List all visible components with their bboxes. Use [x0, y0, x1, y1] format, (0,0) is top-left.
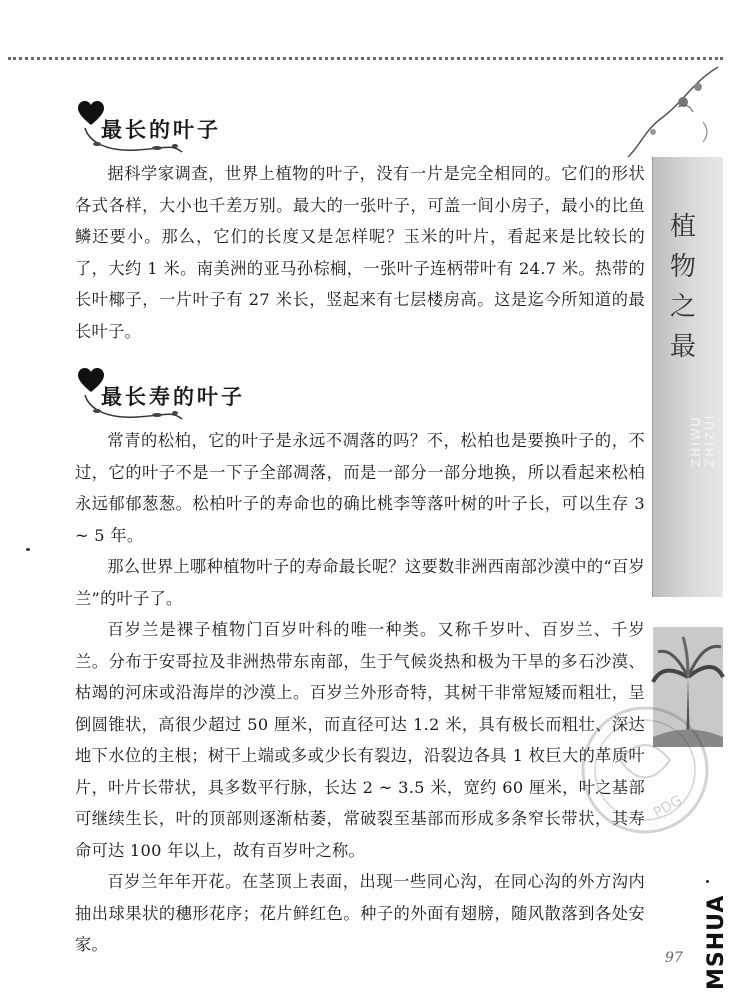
- paragraph: 常青的松柏，它的叶子是永远不凋落的吗？不，松柏也是要换叶子的，不过，它的叶子不是一下子全部凋落，而是一部分一部分地换，所以看起来松柏永远郁郁葱葱。松柏叶子的寿命也的确比桃李等落叶树的叶子长，可以生存 3 ~ 5 年。: [75, 431, 645, 545]
- chapter-side-tab: [652, 157, 723, 597]
- library-seal-watermark: [575, 700, 715, 840]
- section-title: 最长寿的叶子: [101, 385, 245, 409]
- paragraph: 百岁兰年年开花。在茎顶上表面，出现一些同心沟，在同心沟的外方沟内抽出球果状的穗形花序；花片鲜红色。种子的外面有翅膀，随风散落到各处安家。: [75, 872, 645, 954]
- chapter-title-char: 最: [669, 332, 696, 362]
- section-longest-lived-leaf: [75, 367, 645, 961]
- section-heading: [75, 100, 645, 148]
- scan-speck: [706, 880, 709, 883]
- seal-text: PDG: [651, 792, 686, 822]
- page-number: 97: [665, 950, 683, 966]
- header-dotted-rule: [8, 57, 723, 60]
- section-title: 最长的叶子: [101, 118, 221, 142]
- paragraph: 那么世界上哪种植物叶子的寿命最长呢？这要数非洲西南部沙漠中的“百岁兰”的叶子了。: [75, 557, 645, 608]
- vertical-watermark: MSHUA: [704, 894, 729, 990]
- section-heading: [75, 367, 645, 415]
- main-content: [75, 100, 645, 961]
- paragraph: 据科学家调查，世界上植物的叶子，没有一片是完全相同的。它们的形状各式各样，大小也千差万别。最大的一张叶子，可盖一间小房子，最小的比鱼鳞还要小。那么，它们的长度又是怎样呢？玉米的叶片，看起来是比较长的了，大约 1 米。南美洲的亚马孙棕榈，一张叶子连柄带叶有 24.7 米。热带的长叶椰子，一片叶子有 27 米长，竖起来有七层楼房高。这是迄今所知道的最长叶子。: [75, 164, 645, 341]
- chapter-title-char: 之: [669, 292, 696, 322]
- chapter-title-char: 物: [669, 252, 696, 282]
- chapter-title-vertical: [663, 207, 703, 367]
- section-longest-leaf: [75, 100, 645, 347]
- chapter-title-char: 植: [669, 212, 696, 242]
- scan-speck: [26, 548, 30, 551]
- chapter-pinyin: ZHIWU ZHIZUI: [689, 413, 717, 467]
- paragraph: 百岁兰是裸子植物门百岁叶科的唯一种类。又称千岁叶、百岁兰、千岁兰。分布于安哥拉及非洲热带东南部，生于气候炎热和极为干旱的多石沙漠、枯竭的河床或沿海岸的沙漠上。百岁兰外形奇特，其树干非常短矮而粗壮，呈倒圆锥状，高很少超过 50 厘米，而直径可达 1.2 米，具有极长而粗壮、深达地下水位的主根；树干上端或多或少长有裂边，沿裂边各具 1 枚巨大的革质叶片，叶片长带状，具多数平行脉，长达 2 ~ 3.5 米，宽约 60 厘米，叶之基部可继续生长，叶的顶部则逐渐枯萎，常破裂至基部而形成多条窄长带状，其寿命可达 100 年以上，故有百岁叶之称。: [75, 620, 645, 860]
